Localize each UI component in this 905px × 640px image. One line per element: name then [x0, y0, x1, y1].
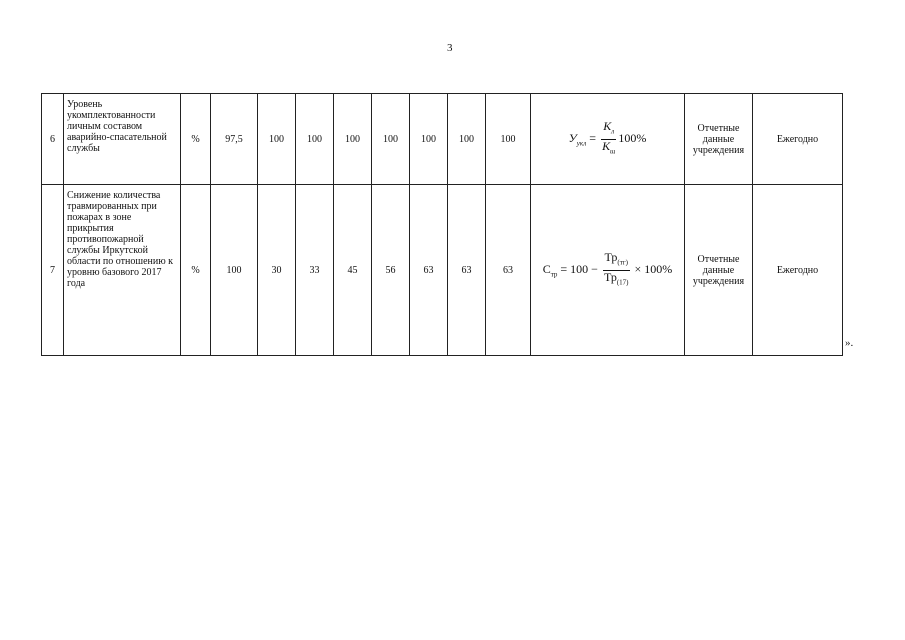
value-cell: 100	[258, 94, 296, 185]
formula-cell	[531, 94, 685, 185]
value-cell: 56	[372, 185, 410, 356]
frequency-cell: Ежегодно	[753, 185, 843, 356]
injury-reduction-formula: $С_{тр} = 100$ − $\frac{Тр_{(тг)}}{Тр_{(17)}}$ × 100%	[543, 262, 673, 276]
page-number: 3	[447, 42, 453, 54]
row-number: 7	[42, 185, 64, 356]
value-cell: 100	[410, 94, 448, 185]
table-row	[42, 94, 843, 185]
value-cell: 100	[334, 94, 372, 185]
unit-cell: %	[181, 185, 211, 356]
value-cell: 100	[486, 94, 531, 185]
value-cell: 100	[448, 94, 486, 185]
value-cell: 100	[296, 94, 334, 185]
formula-fraction: $\frac{К_л}{К_ш}$	[602, 119, 616, 155]
formula-cell	[531, 185, 685, 356]
indicators-table	[41, 93, 843, 356]
table-row	[42, 185, 843, 356]
unit-cell: %	[181, 94, 211, 185]
row-number: 6	[42, 94, 64, 185]
data-source-cell: Отчетные данные учреждения	[685, 94, 753, 185]
formula-fraction: $\frac{Тр_{(тг)}}{Тр_{(17)}}$	[603, 250, 629, 286]
value-cell: 63	[410, 185, 448, 356]
value-cell: 97,5	[211, 94, 258, 185]
value-cell: 45	[334, 185, 372, 356]
value-cell: 30	[258, 185, 296, 356]
value-cell: 63	[486, 185, 531, 356]
value-cell: 33	[296, 185, 334, 356]
value-cell: 100	[211, 185, 258, 356]
data-source-cell: Отчетные данные учреждения	[685, 185, 753, 356]
indicator-name: Уровень укомплектованности личным составом аварийно-спасательной службы	[64, 94, 181, 185]
frequency-cell: Ежегодно	[753, 94, 843, 185]
value-cell: 63	[448, 185, 486, 356]
value-cell: 100	[372, 94, 410, 185]
closing-quote: ».	[845, 337, 854, 349]
indicator-name: Снижение количества травмированных при пожарах в зоне прикрытия противопожарной службы Иркутской области по отношению к уровню базового 2017 года	[64, 185, 181, 356]
staffing-formula: $У_{укл}$ = $\frac{К_л}{К_ш}$ 100%	[569, 131, 647, 145]
